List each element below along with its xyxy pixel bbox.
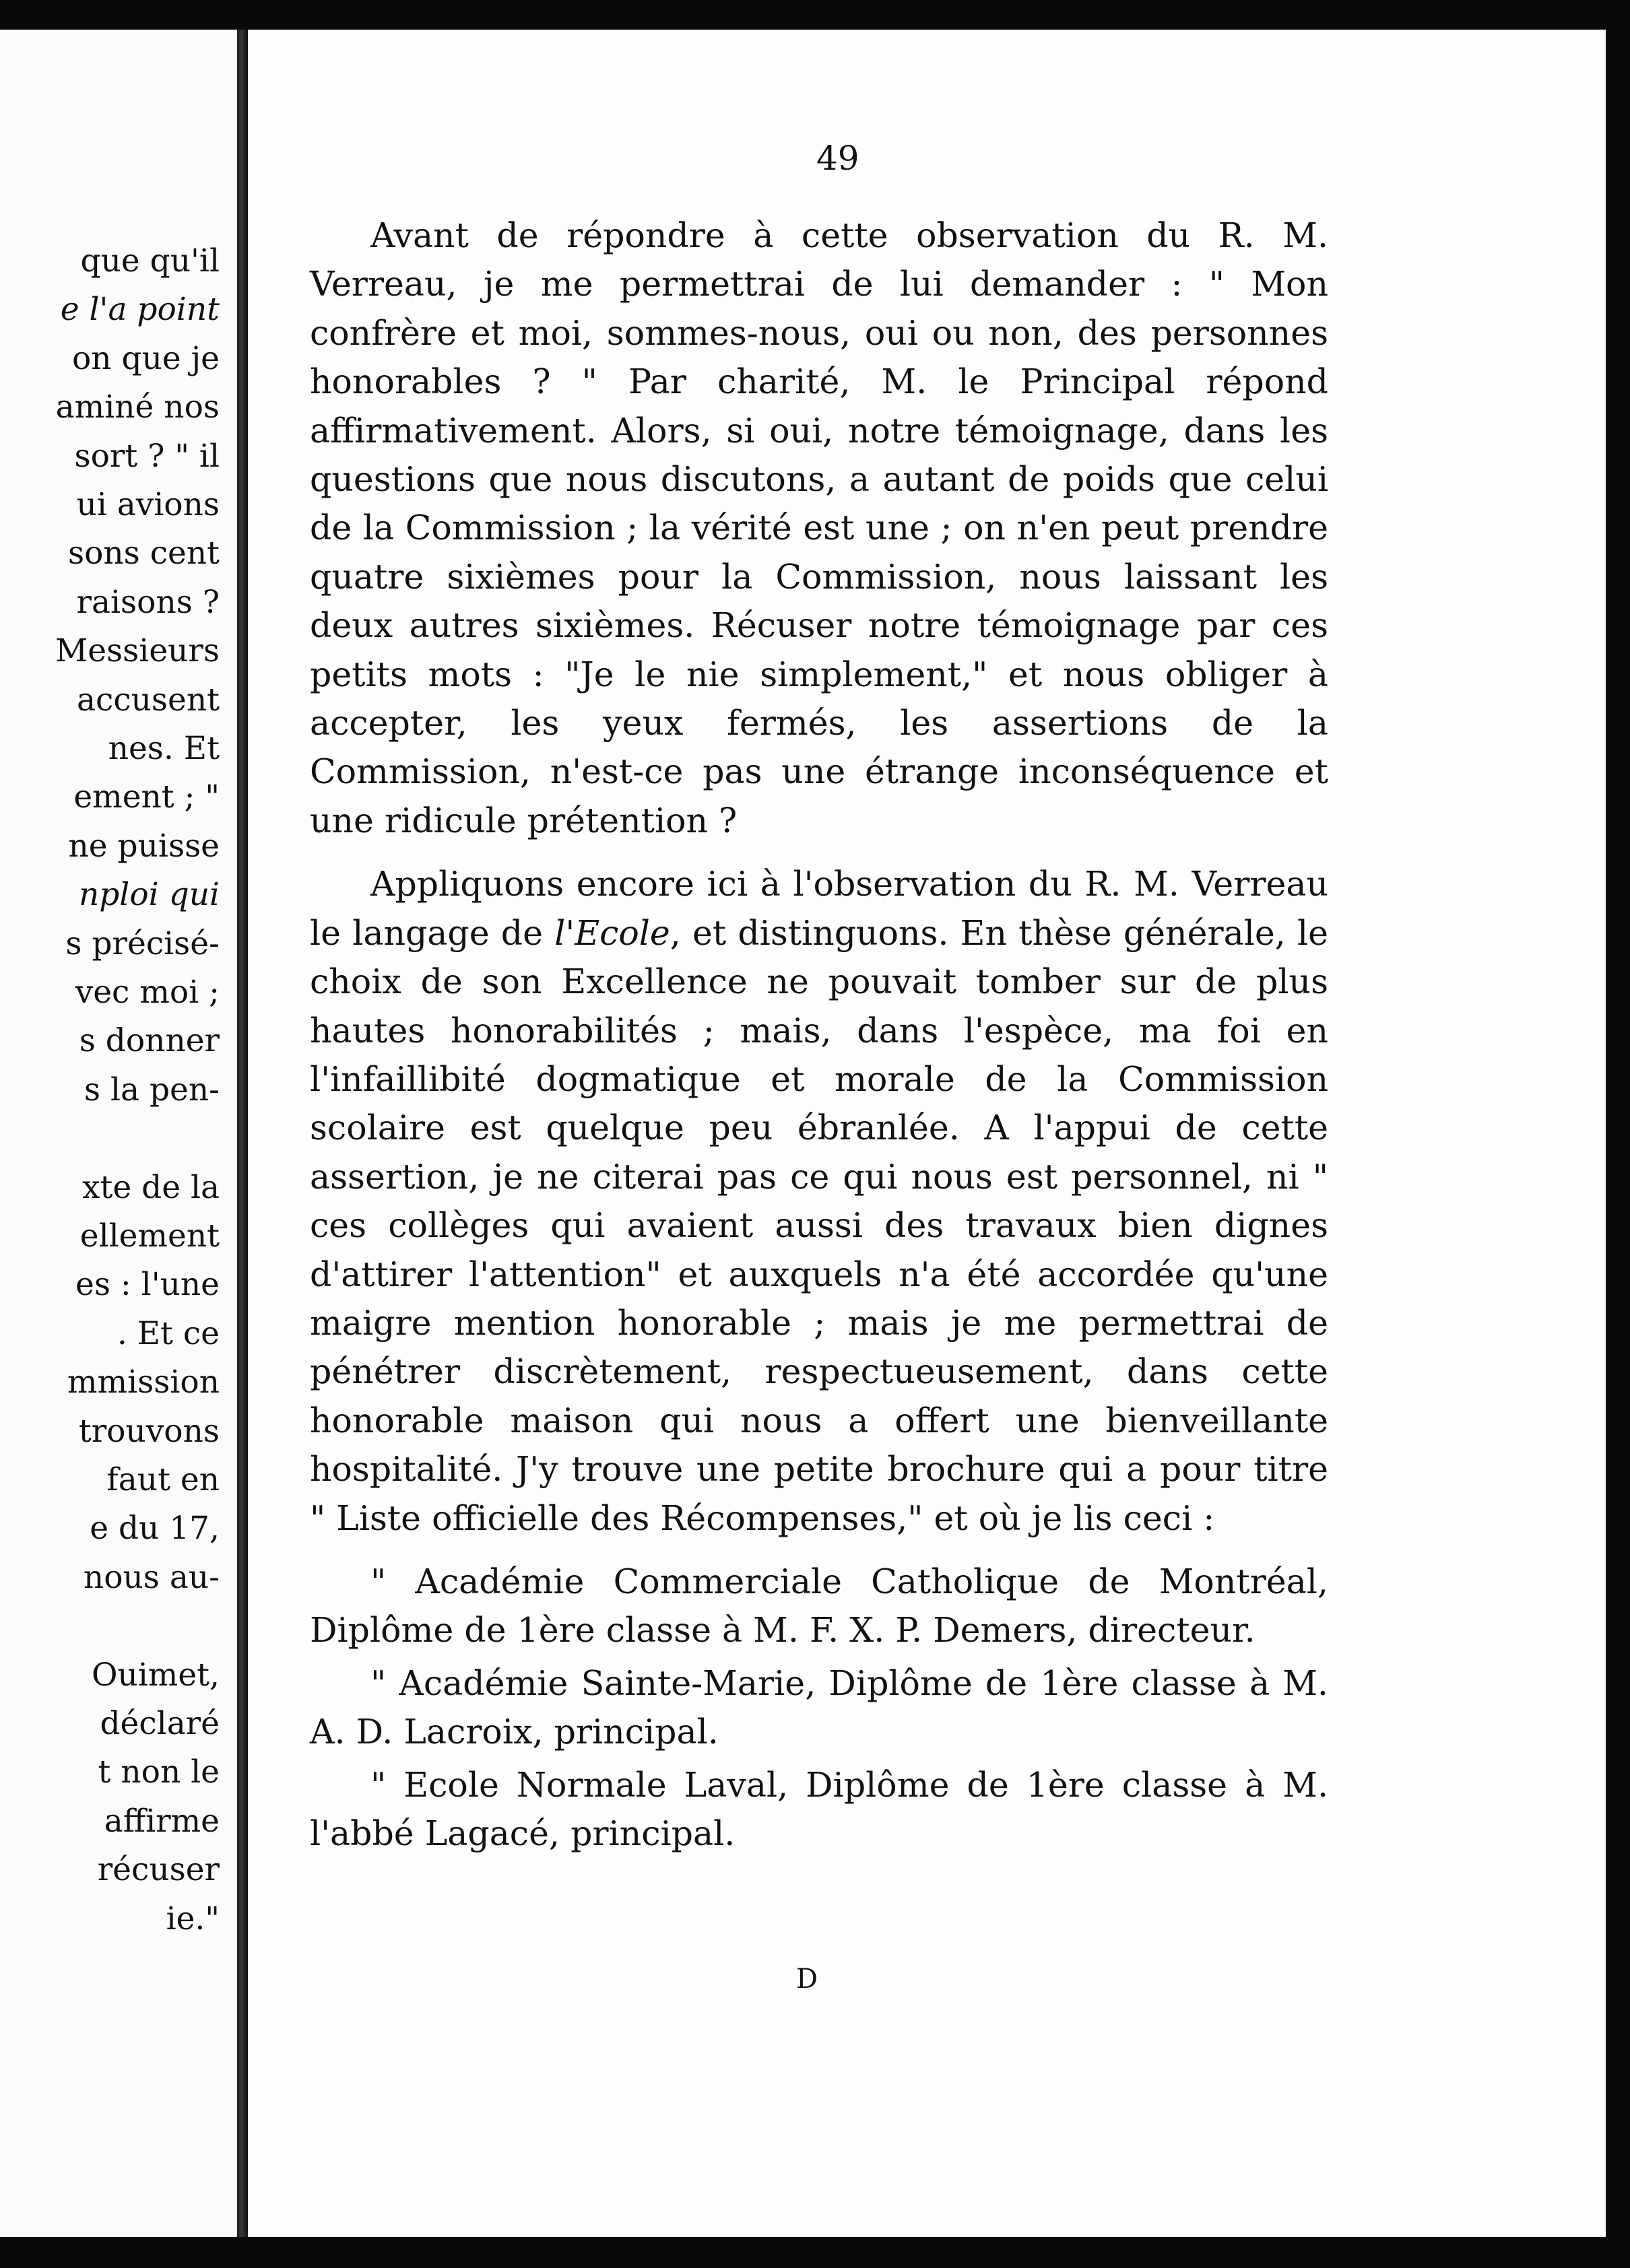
quote-3: " Ecole Normale Laval, Diplôme de 1ère classe à M. l'abbé Lagacé, principal. [310,1764,1328,1853]
left-page-line: s précisé- [65,925,220,962]
paragraph-1: Avant de répondre à cette observation du R. M. Verreau, je me permettrai de lui demander : " Mon confrère et moi, sommes-nous, oui ou non, des personnes honorables ? " Par charité, M. le Principal répond affirmativement. Alors, si oui, notre témoignage, dans les questions que nous discutons, a autant de poids que celui de la Commission ; la vérité est une ; on n'en peut prendre quatre sixièmes pour la Commission, nous laissant les deux autres sixièmes. Récuser notre témoignage par ces petits mots : "Je le nie simplement," et nous obliger à accepter, les yeux fermés, les assertions de la Commission, n'est-ce pas une étrange inconséquence et une ridicule prétention ? [310,215,1328,840]
page-number: 49 [816,139,859,178]
left-page-line: xte de la [82,1168,220,1206]
quote-2: " Académie Sainte-Marie, Diplôme de 1ère classe à M. A. D. Lacroix, principal. [310,1663,1328,1752]
paragraph-2-start: Appliquons encore ici à l'observation du R. M. Verreau le langage de [310,864,1328,953]
left-page-line: nes. Et [108,730,220,767]
previous-page-fragment [0,30,237,2237]
page-gutter [237,30,248,2237]
left-page-line: ement ; " [73,778,220,816]
paragraph-2-end: , et distinguons. En thèse générale, le choix de son Excellence ne pouvait tomber sur de plus hautes honorabilités ; mais, dans l'espèce, ma foi en l'infaillibité dogmatique et morale de la Commission scolaire est quelque peu ébranlée. A l'appui de cette assertion, je ne citerai pas ce qui nous est personnel, ni " ces collèges qui avaient aussi des travaux bien dignes d'attirer l'attention" et auxquels n'a été accordée qu'une maigre mention honorable ; mais je me permettrai de pénétrer discrètement, respectueusement, dans cette honorable maison qui nous a offert une bienveillante hospitalité. J'y trouve une petite brochure qui a pour titre " Liste officielle des Récompenses," et où je lis ceci : [310,912,1328,1538]
left-page-line: mmission [67,1364,220,1401]
left-page-line: e du 17, [90,1510,220,1547]
left-page-line: nploi qui [78,876,220,914]
left-page-line: e l'a point [60,291,220,329]
left-page-line: Ouimet, [91,1656,220,1694]
left-page-line: que qu'il [80,242,220,279]
left-page-line: ellement [79,1218,220,1255]
page [248,30,1606,2237]
left-page-line: récuser [97,1851,220,1889]
left-page-line: on que je [71,339,220,377]
left-page-line: raisons ? [76,583,220,621]
left-page-line: déclaré [100,1705,220,1742]
signature-mark: D [796,1964,820,1995]
left-page-line: ie." [166,1900,220,1937]
body-text [310,211,1328,1858]
left-page-line: es : l'une [75,1266,220,1304]
left-page-line: sons cent [67,535,220,572]
left-page-line: faut en [106,1461,220,1498]
left-page-line: nous au- [83,1558,220,1596]
paragraph-2-italic-title: l'Ecole [554,912,670,953]
left-page-line: s donner [79,1022,220,1060]
left-page-line: aminé nos [55,389,220,426]
left-page-line: vec moi ; [75,974,220,1011]
left-page-line: . Et ce [117,1314,220,1352]
left-page-line: t non le [98,1754,220,1791]
left-page-line: sort ? " il [74,437,220,475]
left-page-line: accusent [76,681,220,719]
left-page-line: trouvons [78,1412,220,1450]
left-page-line: ui avions [76,486,220,523]
left-page-line: s la pen- [84,1071,220,1108]
left-page-line: affirme [104,1802,220,1840]
left-page-line: ne puisse [68,827,220,865]
left-page-line: Messieurs [55,632,220,670]
quote-1: " Académie Commerciale Catholique de Montréal, Diplôme de 1ère classe à M. F. X. P. Demers, directeur. [310,1561,1328,1650]
paragraph-2 [310,860,1328,1543]
